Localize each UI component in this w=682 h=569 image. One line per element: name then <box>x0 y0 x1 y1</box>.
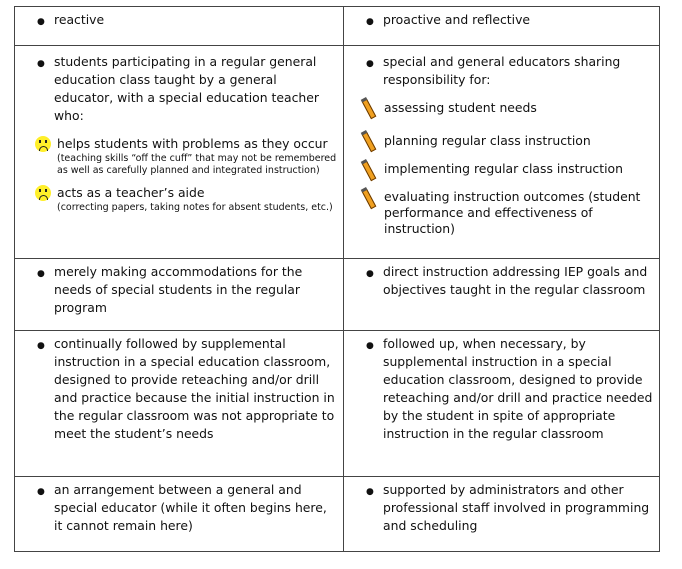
sad-face-icon <box>35 185 51 201</box>
table-row <box>15 259 660 331</box>
cell <box>15 46 344 259</box>
bullet-icon <box>352 11 383 31</box>
cell-text: direct instruction addressing IEP goals and objectives taught in the regular classroom <box>383 264 648 297</box>
cell <box>344 331 660 477</box>
bullet-icon <box>23 11 54 31</box>
item-note: (correcting papers, taking notes for absent students, etc.) <box>57 202 333 213</box>
bullet-icon <box>23 335 54 443</box>
cell-text: supported by administrators and other professional staff involved in programming and scheduling <box>383 482 650 533</box>
cell <box>15 331 344 477</box>
item-text: planning regular class instruction <box>384 133 591 148</box>
cell-text: an arrangement between a general and special educator (while it often begins here, it cannot remain here) <box>54 482 327 533</box>
pencil-icon <box>362 189 377 209</box>
pencil-icon <box>362 132 377 152</box>
item-note: (teaching skills “off the cuff” that may not be remembered as well as carefully planned and integrated instruction) <box>57 153 337 176</box>
table-row <box>15 477 660 552</box>
cell-text: followed up, when necessary, by supplemental instruction in a special education classroom, designed to provide reteaching and/or drill and practice needed by the student in spite of appropriate instruction in the regular classroom <box>383 336 653 441</box>
cell-text: special and general educators sharing responsibility for: <box>383 54 621 87</box>
bullet-icon <box>352 53 383 89</box>
bullet-icon <box>352 481 383 535</box>
bullet-icon <box>23 263 54 317</box>
item-text: helps students with problems as they occur <box>57 136 328 151</box>
sad-face-icon <box>35 136 51 152</box>
item-text: acts as a teacher’s aide <box>57 185 205 200</box>
pencil-icon <box>362 99 377 119</box>
item-text: assessing student needs <box>384 100 537 115</box>
cell-text: merely making accommodations for the needs of special students in the regular program <box>54 264 303 315</box>
cell-text: students participating in a regular general education class taught by a general educator, with a special education teacher who: <box>54 54 319 123</box>
bullet-icon <box>352 263 383 299</box>
bullet-icon <box>23 481 54 535</box>
table-row <box>15 331 660 477</box>
table-row <box>15 46 660 259</box>
cell <box>15 259 344 331</box>
table-row <box>15 7 660 46</box>
bullet-icon <box>352 335 383 443</box>
cell <box>344 7 660 46</box>
cell <box>344 46 660 259</box>
item-text: implementing regular class instruction <box>384 161 623 176</box>
comparison-table <box>14 6 660 552</box>
pencil-icon <box>362 161 377 181</box>
cell-text: continually followed by supplemental instruction in a special education classroom, designed to provide reteaching and/or drill and practice because the initial instruction in the regular classroom was not appropriate to meet the student’s needs <box>54 336 335 441</box>
cell <box>15 7 344 46</box>
cell <box>15 477 344 552</box>
item-text: evaluating instruction outcomes (student performance and effectiveness of instruction) <box>384 189 641 236</box>
bullet-icon <box>23 53 54 125</box>
cell-text: reactive <box>54 12 105 27</box>
cell <box>344 259 660 331</box>
cell <box>344 477 660 552</box>
cell-text: proactive and reflective <box>383 12 531 27</box>
